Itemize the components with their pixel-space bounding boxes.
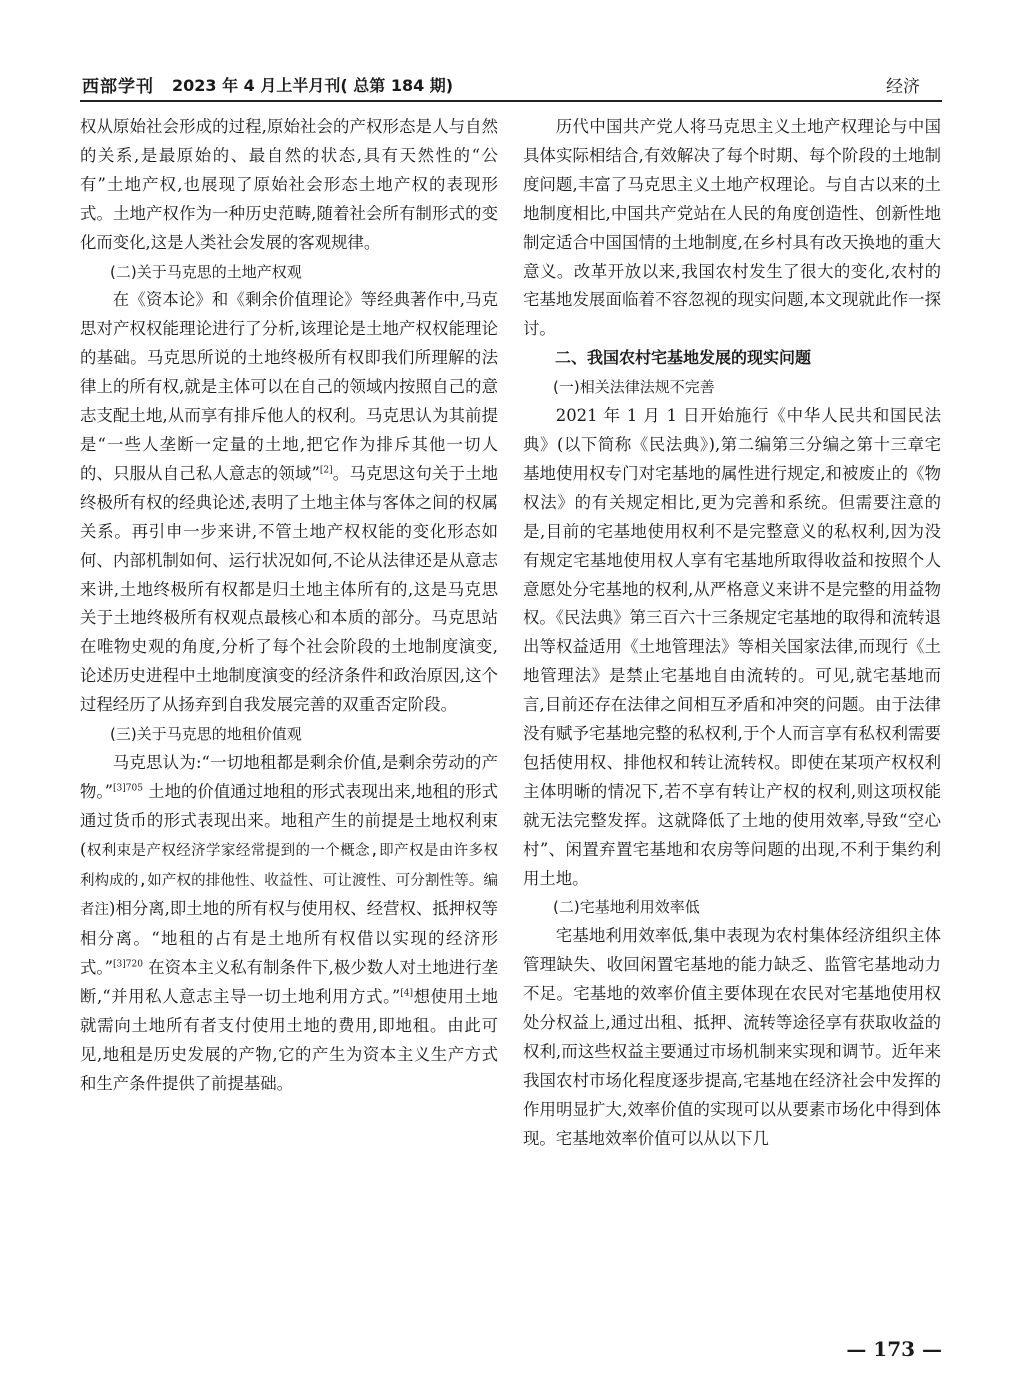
paragraph: 马克思认为:“一切地租都是剩余价值,是剩余劳动的产物。”$^{[3]705}$ 土地的价值通过地租的形式表现出来,地租的形式通过货币的形式表现出来。地租产生的前提是土地权利束(权利束是产权经济学家经常提到的一个概念,即产权是由许多权利构成的,如产权的排他性、收益性、可让渡性、可分割性等。编者注)相分离,即土地的所有权与使用权、经营权、抵押权等相分离。“地租的占有是土地所有权借以实现的经济形式。”$^{[3]720}$ 在资本主义私有制条件下,极少数人对土地进行垄断,“并用私人意志主导一切土地利用方式。”[4]想使用土地就需向土地所有者支付使用土地的费用,即地租。由此可见,地租是历史发展的产物,它的产生为资本主义生产方式和生产条件提供了前提基础。 — [80, 752, 499, 1093]
running-header — [80, 66, 942, 102]
issue-info: 2023 年 4 月上半月刊( 总第 184 期) — [172, 76, 454, 95]
subsection-heading: (二)宅基地利用效率低 — [553, 898, 700, 917]
subsection-heading: (三)关于马克思的地租价值观 — [110, 725, 302, 744]
subsection-heading: (一)相关法律法规不完善 — [553, 378, 715, 397]
editor-note: 权利束是产权经济学家经常提到的一个概念,即产权是由许多权利构成的,如产权的排他性、收益性、可让渡性、可分割性等。编者注 — [80, 842, 498, 919]
citation: [2] — [319, 465, 333, 476]
paragraph: 在《资本论》和《剩余价值理论》等经典著作中,马克思对产权权能理论进行了分析,该理论是土地产权权能理论的基础。马克思所说的土地终极所有权即我们所理解的法律上的所有权,就是主体可以在自己的领域内按照自己的意志支配土地,从而享有排斥他人的权利。马克思认为其前提是“一些人垄断一定量的土地,把它作为排斥其他一切人的、只服从自己私人意志的领域”[2]。马克思这句关于土地终极所有权的经典论述,表明了土地主体与客体之间的权属关系。再引申一步来讲,不管土地产权权能的变化形态如何、内部机制如何、运行状况如何,不论从法律还是从意志来讲,土地终极所有权都是归土地主体所有的,这是马克思关于土地终极所有权观点最核心和本质的部分。马克思站在唯物史观的角度,分析了每个社会阶段的土地制度演变,论述历史进程中土地制度演变的经济条件和政治原因,这个过程经历了从扬弃到自我发展完善的双重否定阶段。 — [80, 290, 498, 715]
paragraph: 权从原始社会形成的过程,原始社会的产权形态是人与自然的关系,是最原始的、最自然的状态,具有天然性的“公有”土地产权,也展现了原始社会形态土地产权的表现形式。土地产权作为一种历史范畴,随着社会所有制形式的变化而变化,这是人类社会发展的客观规律。 — [80, 117, 498, 252]
paragraph: 历代中国共产党人将马克思主义土地产权理论与中国具体实际相结合,有效解决了每个时期、每个阶段的土地制度问题,丰富了马克思主义土地产权理论。与自古以来的土地制度相比,中国共产党站在人民的角度创造性、创新性地制定适合中国国情的土地制度,在乡村具有改天换地的重大意义。改革开放以来,我国农村发生了很大的变化,农村的宅基地发展面临着不容忽视的现实问题,本文现就此作一探讨。 — [523, 117, 941, 339]
citation: [4] — [400, 988, 414, 999]
paragraph: 宅基地利用效率低,集中表现为农村集体经济组织主体管理缺失、收回闲置宅基地的能力缺乏、监管宅基地动力不足。宅基地的效率价值主要体现在农民对宅基地使用权处分权益上,通过出租、抵押、流转等途径享有获取收益的权利,而这些权益主要通过市场机制来实现和调节。近年来我国农村市场化程度逐步提高,宅基地在经济社会中发挥的作用明显扩大,效率价值的实现可以从要素市场化中得到体现。宅基地效率价值可以从以下几 — [523, 926, 941, 1148]
right-column — [523, 113, 941, 1154]
section-heading: 二、我国农村宅基地发展的现实问题 — [555, 348, 812, 368]
journal-logo: 西部学刊 — [82, 77, 154, 97]
section-name: 经济 — [886, 77, 920, 97]
page-number: — 173 — — [846, 1337, 942, 1361]
subsection-heading: (二)关于马克思的土地产权观 — [110, 262, 302, 281]
citation: [3]720 — [113, 959, 143, 970]
left-column — [80, 113, 498, 1099]
paragraph: 2021 年 1 月 1 日开始施行《中华人民共和国民法典》(以下简称《民法典》),第二编第三分编之第十三章宅基地使用权专门对宅基地的属性进行规定,和被废止的《物权法》的有关规定相比,更为完善和系统。但需要注意的是,目前的宅基地使用权利不是完整意义的私权利,因为没有规定宅基地使用权人享有宅基地所取得收益和按照个人意愿处分宅基地的权利,从严格意义来讲不是完整的用益物权。《民法典》第三百六十三条规定宅基地的取得和流转退出等权益适用《土地管理法》等相关国家法律,而现行《土地管理法》是禁止宅基地自由流转的。可见,就宅基地而言,目前还存在法律之间相互矛盾和冲突的问题。由于法律没有赋予宅基地完整的私权利,于个人而言享有私权利需要包括使用权、排他权和转让流转权。即使在某项产权权利主体明晰的情况下,若不享有转让产权的权利,则这项权能就无法完整发挥。这就降低了土地的使用效率,导致“空心村”、闲置弃置宅基地和农房等问题的出现,不利于集约利用土地。 — [523, 406, 941, 888]
citation: [3]705 — [113, 783, 143, 794]
